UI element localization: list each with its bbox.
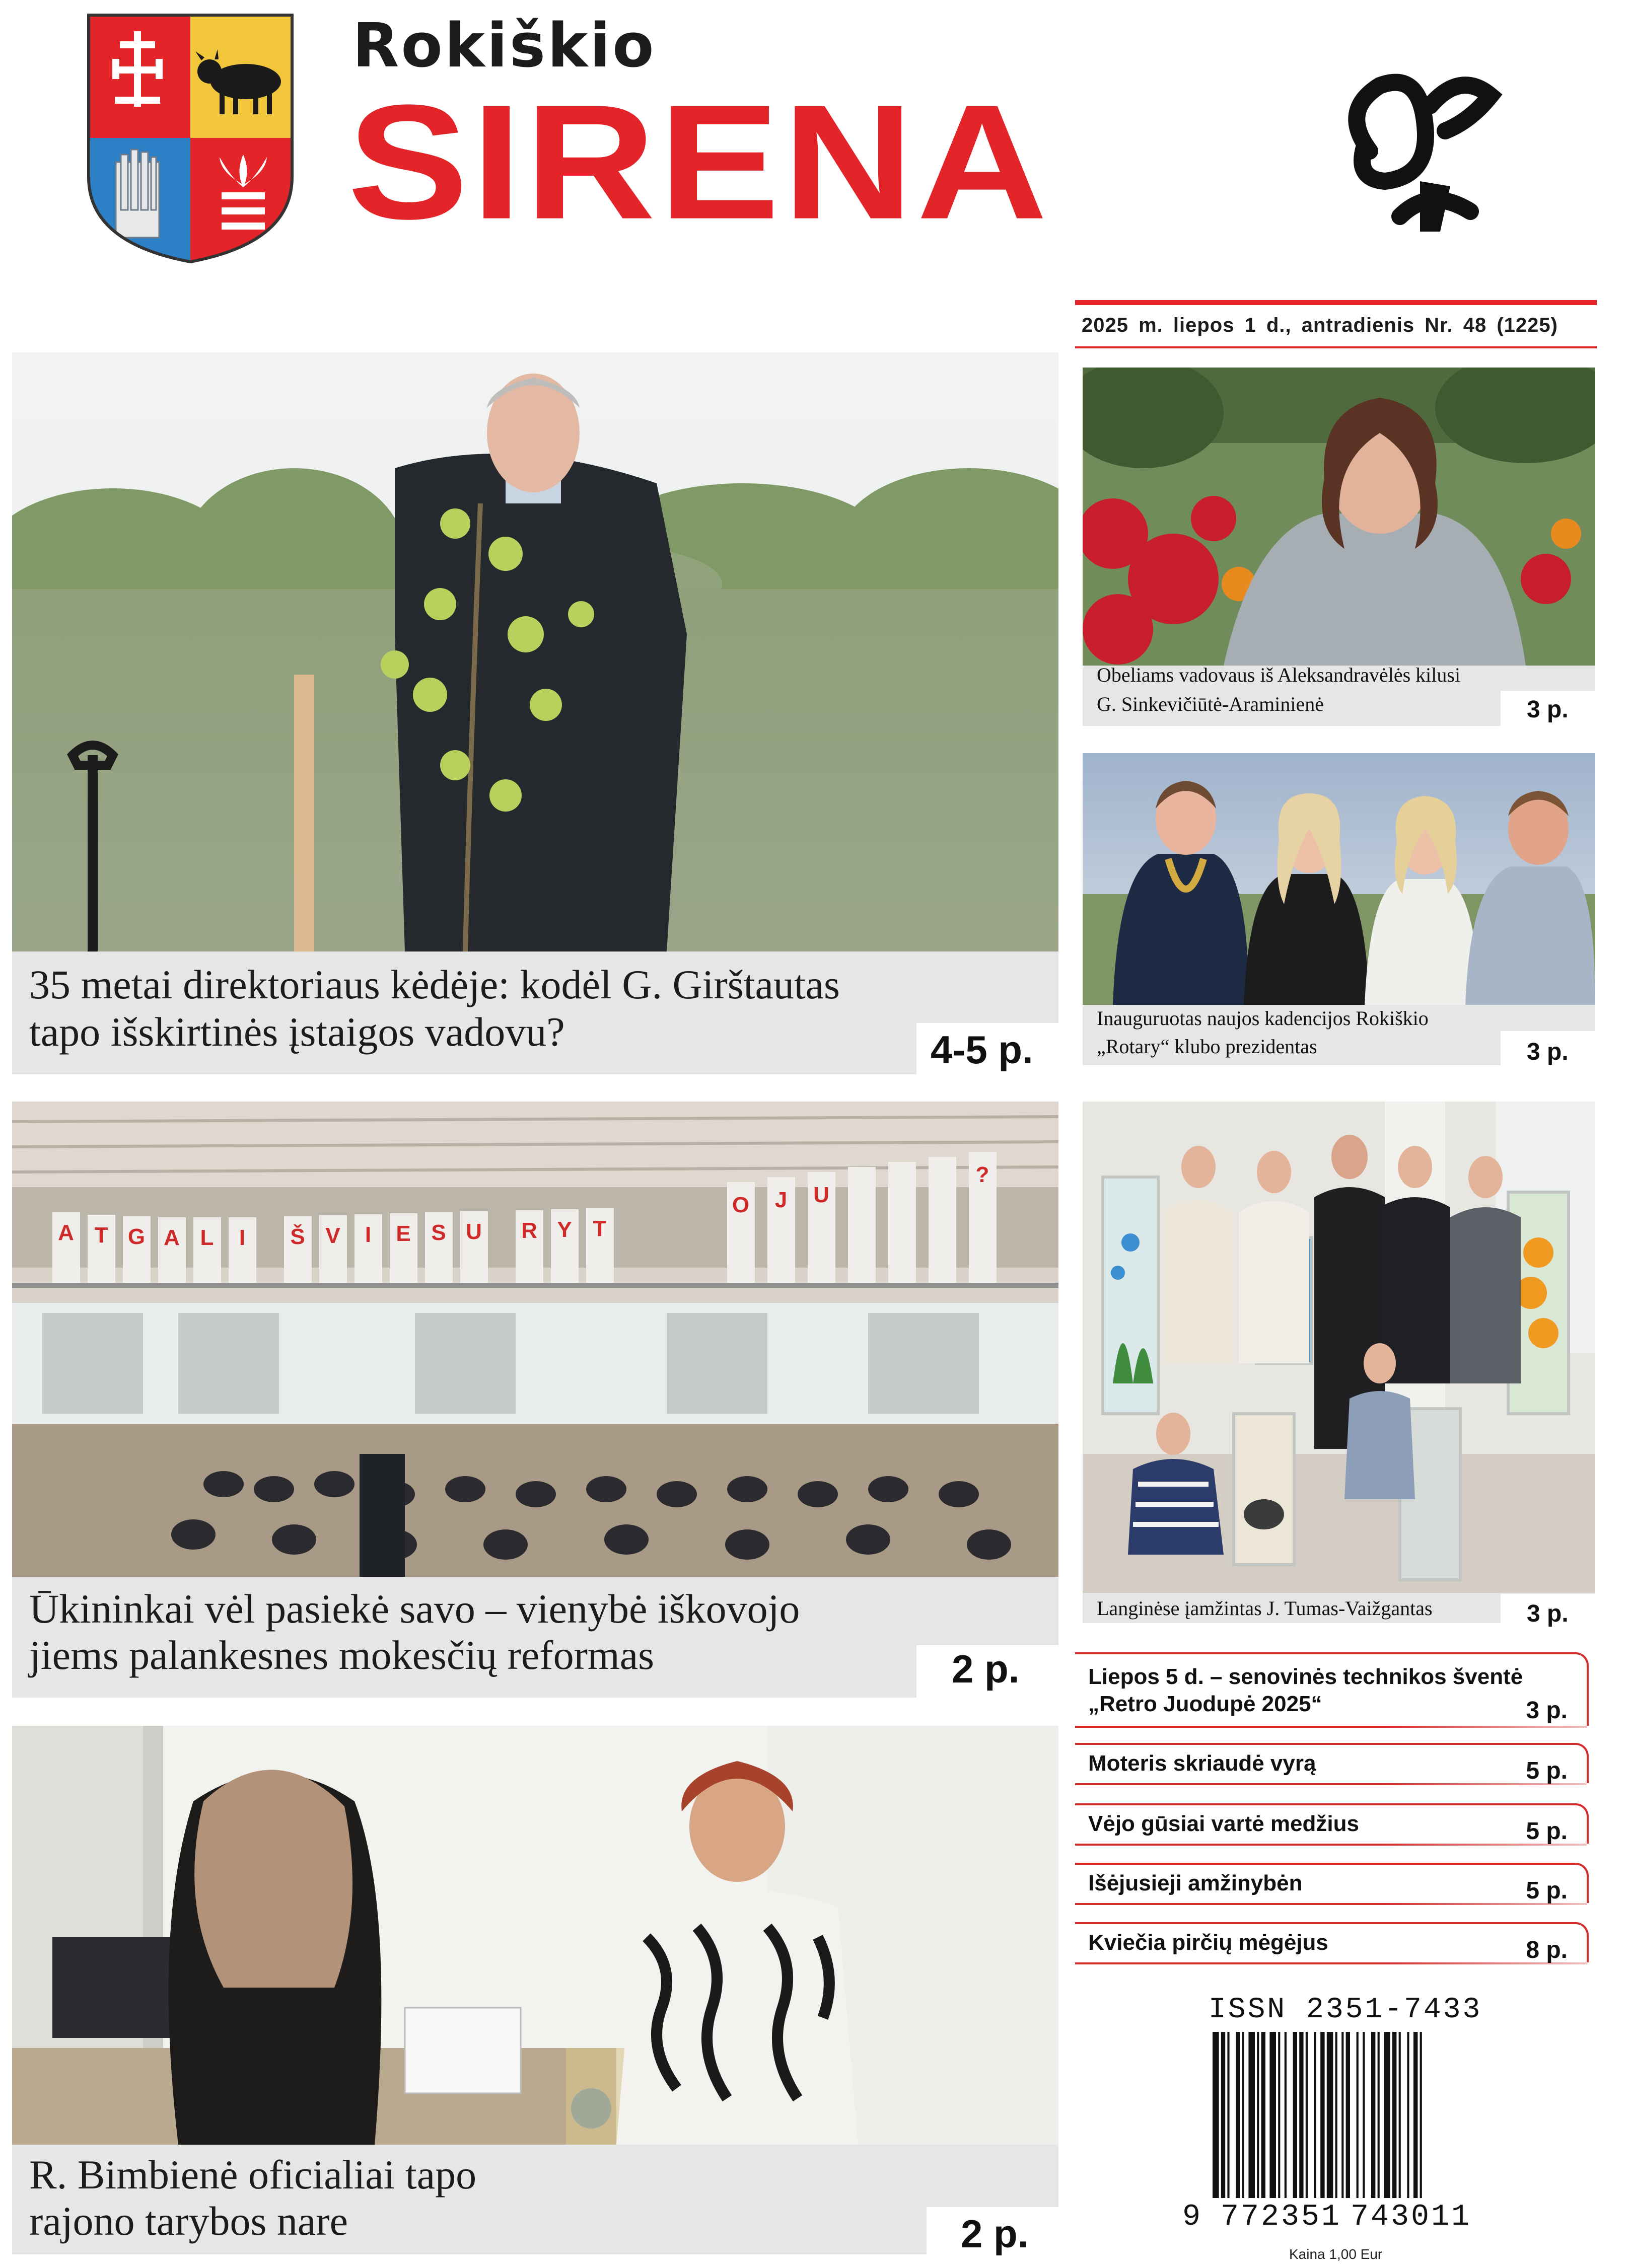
masthead-title-top: Rokiškio [352, 11, 656, 81]
teaser-underline [1075, 1962, 1587, 1964]
barcode-digits-group2: 743011 [1351, 2200, 1472, 2234]
teaser-vejo-gusiai[interactable] [1075, 1803, 1589, 1844]
teaser-page-ref: 5 p. [1526, 1758, 1568, 1784]
banner-letter: I [365, 1222, 372, 1247]
teaser-text: Vėjo gūsiai vartė medžius [1088, 1811, 1359, 1836]
side3-caption-line1[interactable]: Langinėse įamžintas J. Tumas-Vaižgantas [1097, 1597, 1433, 1620]
masthead-title: SIRENA [347, 71, 1051, 253]
teaser-moteris[interactable] [1075, 1743, 1589, 1783]
side1-caption-line2[interactable]: G. Sinkevičiūtė-Araminienė [1097, 693, 1324, 715]
barcode-bar [1221, 2032, 1225, 2198]
teaser-text: Kviečia pirčių mėgėjus [1088, 1930, 1328, 1955]
barcode-bar [1320, 2032, 1324, 2198]
barcode-bar [1269, 2032, 1276, 2198]
barcode-bar [1213, 2032, 1219, 2198]
price-label: Kaina 1,00 Eur [1289, 2246, 1383, 2262]
teaser-underline [1075, 1783, 1587, 1785]
banner-letter: L [200, 1225, 214, 1250]
banner-letter: J [774, 1188, 788, 1212]
barcode-bar [1407, 2032, 1409, 2198]
story3-page-ref: 2 p. [961, 2212, 1029, 2256]
banner-letter: ? [975, 1162, 989, 1187]
side3-page-ref: 3 p. [1527, 1600, 1569, 1627]
coat-of-arms-icon [85, 11, 296, 265]
banner-letter: Š [290, 1224, 305, 1249]
banner-letter: A [58, 1220, 74, 1245]
barcode-bar [1293, 2032, 1297, 2198]
banner-letter: Y [557, 1217, 572, 1242]
banner-letter: G [127, 1224, 146, 1249]
barcode-bar [1242, 2032, 1244, 2198]
barcode-bar [1341, 2032, 1343, 2198]
story1-photo[interactable] [12, 352, 1058, 952]
barcode-bar [1278, 2032, 1280, 2198]
teaser-page-ref: 8 p. [1526, 1937, 1568, 1963]
banner-letter: A [164, 1225, 180, 1250]
teaser-isejusieji[interactable] [1075, 1863, 1589, 1903]
side1-caption-line1[interactable]: Obeliams vadovaus iš Aleksandravėlės kilusi [1097, 664, 1461, 686]
publisher-logo-icon [1319, 50, 1521, 252]
teaser-page-ref: 3 p. [1526, 1697, 1568, 1724]
issn-label: ISSN 2351-7433 [1209, 1994, 1482, 2026]
barcode-bar [1261, 2032, 1265, 2198]
story3-headline-line2[interactable]: rajono tarybos nare [29, 2198, 348, 2244]
teaser-underline [1075, 1844, 1587, 1846]
teaser-text: Moteris skriaudė vyrą [1088, 1751, 1316, 1776]
barcode-bar [1399, 2032, 1401, 2198]
barcode-bar [1236, 2032, 1240, 2198]
banner-letter: V [325, 1223, 340, 1248]
barcode-bar [1420, 2032, 1422, 2198]
teaser-text-line2: „Retro Juodupė 2025“ [1088, 1692, 1322, 1716]
story1-headline-line1[interactable]: 35 metai direktoriaus kėdėje: kodėl G. Girštautas [29, 962, 840, 1007]
story3-photo[interactable] [12, 1726, 1058, 2145]
teaser-page-ref: 5 p. [1526, 1818, 1568, 1845]
banner-letter: T [94, 1223, 108, 1248]
barcode-bar [1299, 2032, 1303, 2198]
banner-letter: S [431, 1220, 446, 1245]
masthead-rule [1075, 300, 1597, 305]
barcode-icon [1209, 2032, 1480, 2223]
date-rule [1075, 346, 1597, 348]
side1-photo[interactable] [1083, 368, 1595, 666]
barcode-digits-group1: 772351 [1221, 2200, 1342, 2234]
barcode-bar [1257, 2032, 1259, 2198]
story2-page-ref: 2 p. [952, 1647, 1020, 1691]
banner-letter: E [396, 1221, 411, 1246]
banner-letter: I [239, 1225, 246, 1250]
story2-headline-line1[interactable]: Ūkininkai vėl pasiekė savo – vienybė iškovojo [29, 1586, 800, 1632]
barcode-bar [1378, 2032, 1380, 2198]
story2-photo[interactable] [12, 1102, 1058, 1577]
side3-photo[interactable] [1083, 1102, 1595, 1593]
side2-photo[interactable] [1083, 753, 1595, 1005]
barcode-bar [1306, 2032, 1308, 2198]
banner-letter: R [521, 1218, 537, 1243]
banner-letter: T [593, 1216, 607, 1241]
issue-date-line: 2025 m. liepos 1 d., antradienis Nr. 48 (1225) [1082, 314, 1558, 336]
teaser-text: Išėjusieji amžinybėn [1088, 1871, 1303, 1895]
side1-page-ref: 3 p. [1527, 696, 1569, 723]
barcode-bar [1327, 2032, 1333, 2198]
teaser-text-line1: Liepos 5 d. – senovinės technikos šventė [1088, 1664, 1523, 1689]
barcode-digit-lead: 9 [1182, 2200, 1201, 2234]
banner-letter: U [466, 1219, 482, 1244]
story1-headline-line2[interactable]: tapo išskirtinės įstaigos vadovu? [29, 1009, 565, 1055]
barcode-bar [1285, 2032, 1287, 2198]
barcode-bar [1248, 2032, 1255, 2198]
teaser-pirciu[interactable] [1075, 1922, 1589, 1962]
barcode-bar [1371, 2032, 1375, 2198]
side2-page-ref: 3 p. [1527, 1039, 1569, 1065]
banner-letter: U [813, 1183, 829, 1207]
story3-headline-line1[interactable]: R. Bimbienė oficialiai tapo [29, 2152, 477, 2198]
barcode-bar [1335, 2032, 1337, 2198]
side2-caption-line1[interactable]: Inauguruotas naujos kadencijos Rokiškio [1097, 1007, 1429, 1030]
barcode-bar [1227, 2032, 1229, 2198]
barcode-bar [1384, 2032, 1390, 2198]
teaser-page-ref: 5 p. [1526, 1877, 1568, 1904]
story2-headline-line2[interactable]: jiems palankesnes mokesčių reformas [29, 1632, 655, 1678]
barcode-bar [1314, 2032, 1316, 2198]
teaser-retro-juodupe[interactable] [1075, 1652, 1589, 1726]
barcode-bar [1346, 2032, 1350, 2198]
barcode-bar [1413, 2032, 1417, 2198]
story1-page-ref: 4-5 p. [931, 1028, 1033, 1072]
teaser-underline [1075, 1726, 1587, 1728]
teaser-underline [1075, 1903, 1587, 1905]
barcode-bar [1392, 2032, 1396, 2198]
side2-caption-line2[interactable]: „Rotary“ klubo prezidentas [1097, 1035, 1317, 1058]
barcode-bar [1363, 2032, 1365, 2198]
barcode-bar [1357, 2032, 1359, 2198]
banner-letter: O [732, 1193, 750, 1217]
